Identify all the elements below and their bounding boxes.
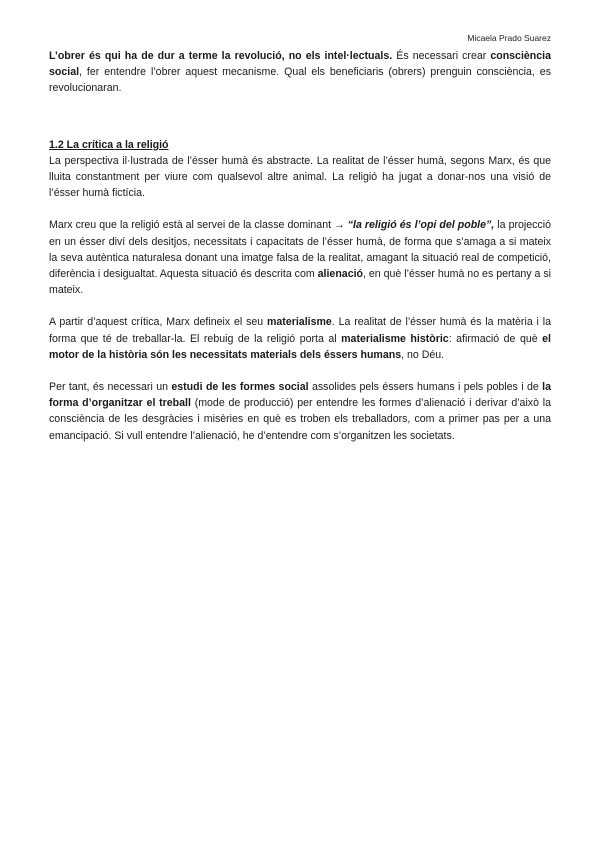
intro-paragraph [49, 48, 551, 97]
p4-bold-1: estudi de les formes social [171, 381, 309, 394]
paragraph-1: La perspectiva il·lustrada de l’ésser humà és abstracte. La realitat de l’ésser humà, segons Marx, és que lluita constantment per viure com qualsevol altre animal. La religió ha jugat a donar-nos una visió de l’ésser humà fictícia. [49, 154, 551, 200]
p3-bold-2: materialisme històric [341, 332, 449, 345]
intro-text-2: , fer entendre l’obrer aquest mecanisme. Qual els beneficiaris (obrers) prenguin consciència, es revolucionaran. [49, 66, 551, 95]
document-body [49, 48, 551, 460]
section-gap [49, 113, 551, 137]
intro-bold-1: consciència social [49, 50, 551, 79]
p3-bold-1: materialisme [267, 316, 332, 329]
p3-bold-3: el motor de la història són les necessitats materials dels éssers humans [49, 332, 551, 361]
paragraph-4 [49, 379, 551, 444]
p4-text-c: (mode de producció) per entendre les formes d’alienació i derivar d’això la consciència de les desgràcies i misèries en què es troben els treballadors, com a primer pas per a una emancipació. Si vull entendre l’alienació, he d’entendre com s’organitzen les societats. [49, 397, 551, 442]
p2-bold: alienació [317, 268, 363, 281]
p4-text-a: Per tant, és necessari un [49, 381, 172, 394]
p2-text-b: la projecció en un ésser diví dels desitjos, necessitats i capacitats de l’ésser humà, de forma que s’amaga a si mateix la seva autèntica naturalesa donant una imatge falsa de la realitat, amagant la situació real de competició, diferència i desigualtat. Aquesta situació és descrita com [49, 219, 551, 281]
p4-bold-2: la forma d’organitzar el treball [49, 381, 551, 410]
p2-text-a: Marx creu que la religió està al servei de la classe dominant → [49, 219, 348, 232]
p3-text-d: , no Déu. [401, 348, 445, 361]
section-heading: 1.2 La crítica a la religió [49, 138, 169, 151]
paragraph-2 [49, 217, 551, 298]
p2-text-c: , en què l’ésser humà no es pertany a si mateix. [49, 268, 551, 297]
intro-text-1: És necessari crear [392, 50, 491, 62]
p4-text-b: assolides pels éssers humans i pels pobles i de [308, 381, 543, 394]
intro-bold-lead: L’obrer és qui ha de dur a terme la revolució, no els intel·lectuals. [49, 50, 393, 62]
p3-text-b: . La realitat de l’ésser humà és la matèria i la forma que té de treballar-la. El rebuig de la religió porta al [49, 316, 551, 345]
p2-quote: “la religió és l’opi del poble”, [347, 219, 495, 232]
p3-text-a: A partir d’aquest crítica, Marx defineix el seu [49, 316, 267, 329]
header-author: Micaela Prado Suarez [467, 33, 551, 43]
p3-text-c: : afirmació de què [448, 332, 543, 345]
paragraph-3 [49, 314, 551, 363]
